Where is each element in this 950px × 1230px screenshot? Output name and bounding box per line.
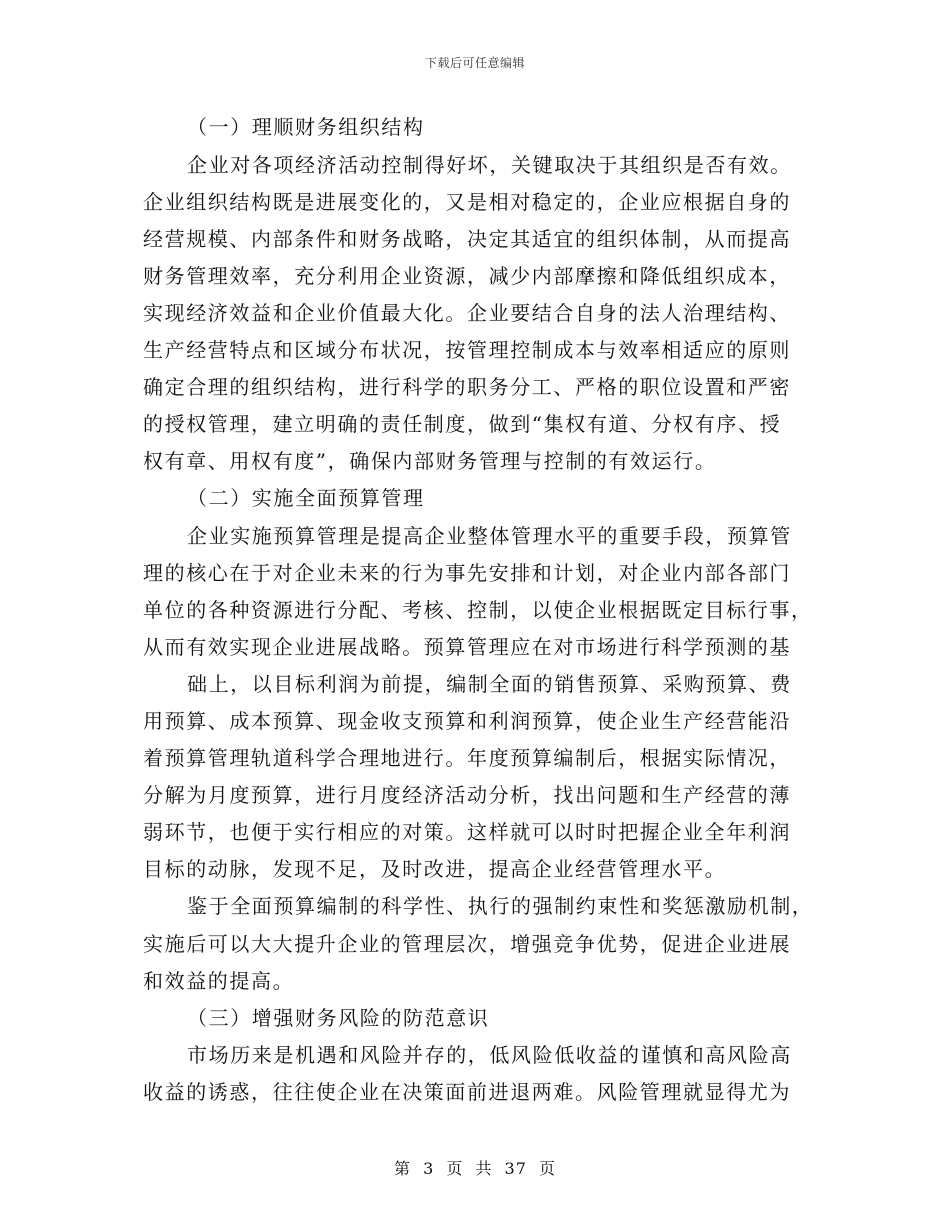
- paragraph-line: 企业实施预算管理是提高企业整体管理水平的重要手段，预算管: [187, 524, 792, 548]
- paragraph-line: 财务管理效率，充分利用企业资源，减少内部摩擦和降低组织成本，: [143, 264, 791, 288]
- paragraph-line: 础上，以目标利润为前提，编制全面的销售预算、采购预算、费: [187, 672, 792, 696]
- paragraph-line: 收益的诱惑，往往使企业在决策面前进退两难。风险管理就显得尤为: [143, 1080, 791, 1104]
- section-heading: （二）实施全面预算管理: [187, 486, 425, 510]
- paragraph-line: 生产经营特点和区域分布状况，按管理控制成本与效率相适应的原则: [143, 338, 791, 362]
- paragraph-line: 实施后可以大大提升企业的管理层次，增强竞争优势，促进企业进展: [143, 932, 791, 956]
- paragraph-line: 鉴于全面预算编制的科学性、执行的强制约束性和奖惩激励机制，: [187, 894, 814, 918]
- paragraph-line: 企业组织结构既是进展变化的，又是相对稳定的，企业应根据自身的: [143, 190, 791, 214]
- paragraph-line: 权有章、用权有度”，确保内部财务管理与控制的有效运行。: [143, 449, 717, 473]
- paragraph-line: 理的核心在于对企业未来的行为事先安排和计划，对企业内部各部门: [143, 561, 791, 585]
- paragraph-line: 从而有效实现企业进展战略。预算管理应在对市场进行科学预测的基: [143, 635, 791, 659]
- paragraph-line: 弱环节，也便于实行相应的对策。这样就可以时时把握企业全年利润: [143, 820, 791, 844]
- paragraph-line: 着预算管理轨道科学合理地进行。年度预算编制后，根据实际情况，: [143, 746, 791, 770]
- paragraph-line: 分解为月度预算，进行月度经济活动分析，找出问题和生产经营的薄: [143, 783, 791, 807]
- paragraph-line: 用预算、成本预算、现金收支预算和利润预算，使企业生产经营能沿: [143, 709, 791, 733]
- paragraph-line: 市场历来是机遇和风险并存的，低风险低收益的谨慎和高风险高: [187, 1043, 792, 1067]
- paragraph-line: 经营规模、内部条件和财务战略，决定其适宜的组织体制，从而提高: [143, 227, 791, 251]
- section-heading: （三）增强财务风险的防范意识: [187, 1006, 490, 1030]
- paragraph-line: 企业对各项经济活动控制得好坏，关键取决于其组织是否有效。: [187, 153, 792, 177]
- paragraph-line: 和效益的提高。: [143, 969, 295, 993]
- paragraph-line: 实现经济效益和企业价值最大化。企业要结合自身的法人治理结构、: [143, 301, 791, 325]
- section-heading: （一）理顺财务组织结构: [187, 115, 425, 139]
- paragraph-line: 单位的各种资源进行分配、考核、控制，以使企业根据既定目标行事，: [143, 598, 813, 622]
- paragraph-line: 确定合理的组织结构，进行科学的职务分工、严格的职位设置和严密: [143, 375, 791, 399]
- page-footer: 第 3 页 共 37 页: [394, 1159, 556, 1178]
- page-header: 下载后可任意编辑: [424, 56, 525, 70]
- paragraph-line: 的授权管理，建立明确的责任制度，做到“集权有道、分权有序、授: [143, 412, 782, 436]
- paragraph-line: 目标的动脉，发现不足，及时改进，提高企业经营管理水平。: [143, 857, 727, 881]
